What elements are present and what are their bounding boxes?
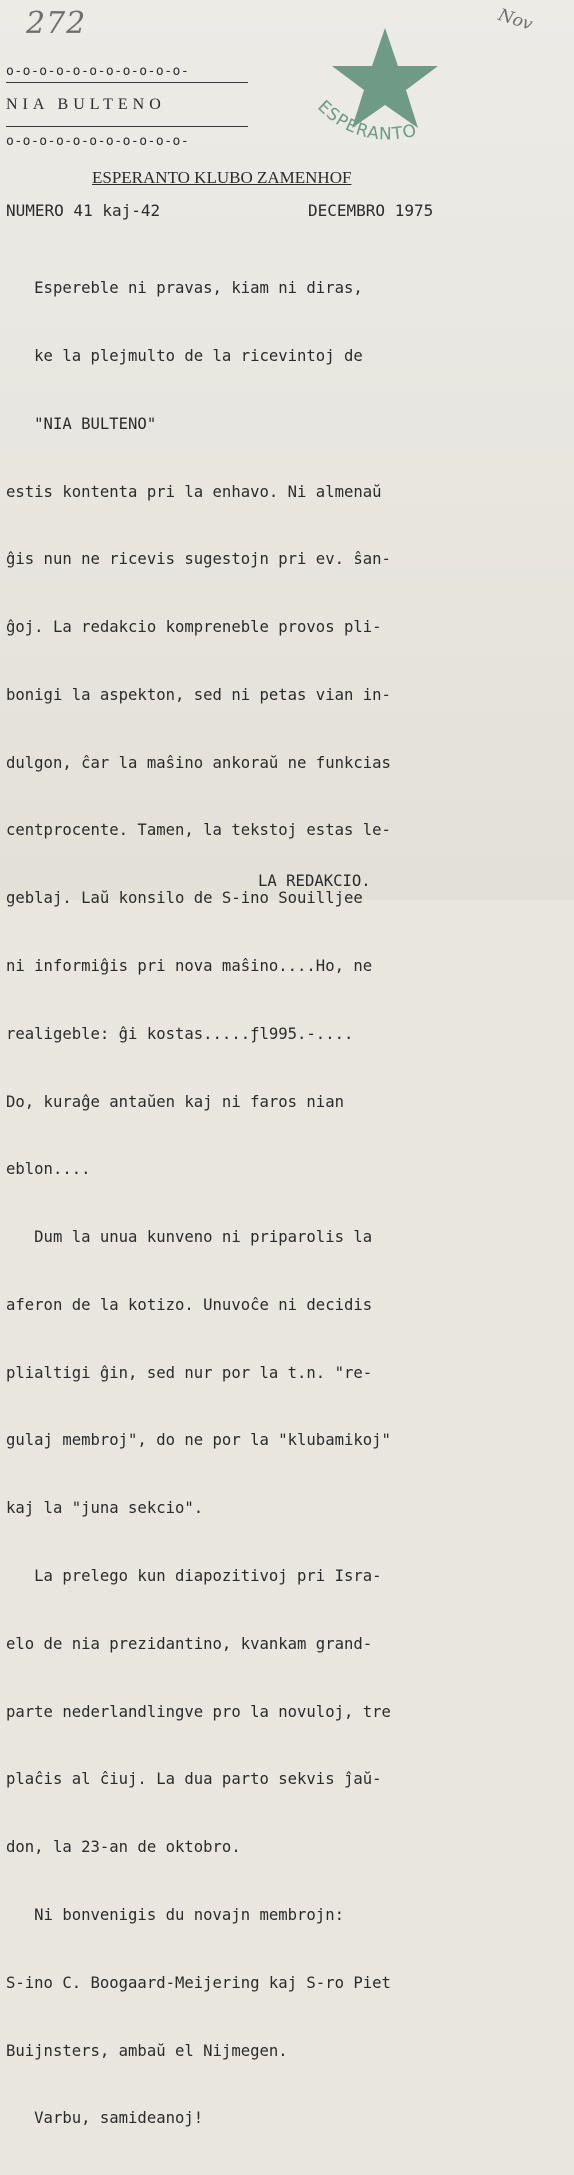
body-line: dulgon, ĉar la maŝino ankoraŭ ne funkcias <box>6 753 391 772</box>
issue-date: DECEMBRO 1975 <box>308 201 434 220</box>
decorative-dash-line-top: o-o-o-o-o-o-o-o-o-o-o- <box>6 64 190 79</box>
logo-text: ESPERANTO <box>313 96 420 145</box>
body-line: geblaj. Laŭ konsilo de S-ino Souilljee <box>6 889 363 908</box>
body-line: Varbu, samideanoj! <box>6 2109 204 2128</box>
body-line: bonigi la aspekton, sed ni petas vian in- <box>6 685 391 704</box>
body-line: realigeble: ĝi kostas.....ƒl995.-.... <box>6 1024 354 1043</box>
body-line: plialtigi ĝin, sed nur por la t.n. "re- <box>6 1363 373 1382</box>
green-star-icon <box>332 28 438 128</box>
body-line: ĝis nun ne ricevis sugestojn pri ev. ŝan- <box>6 550 391 569</box>
body-line: "NIA BULTENO" <box>6 414 157 433</box>
body-line: ĝoj. La redakcio kompreneble provos pli- <box>6 618 382 637</box>
esperanto-star-logo <box>300 20 470 160</box>
body-line: kaj la "juna sekcio". <box>6 1499 204 1518</box>
body-line: ke la plejmulto de la ricevintoj de <box>6 346 363 365</box>
article-body <box>6 232 566 2175</box>
body-line: Dum la unua kunveno ni priparolis la <box>6 1228 373 1247</box>
body-line: La prelego kun diapozitivoj pri Isra- <box>6 1567 382 1586</box>
issue-number: NUMERO 41 kaj-42 <box>6 201 161 220</box>
body-line: centprocente. Tamen, la tekstoj estas le- <box>6 821 391 840</box>
body-line: S-ino C. Boogaard-Meijering kaj S-ro Piet <box>6 1973 391 1992</box>
handwritten-number: 272 <box>26 6 87 41</box>
body-line: ni informiĝis pri nova maŝino....Ho, ne <box>6 957 373 975</box>
body-line: eblon.... <box>6 1160 91 1179</box>
body-line: estis kontenta pri la enhavo. Ni almenaŭ <box>6 482 382 501</box>
body-line: gulaj membroj", do ne por la "klubamikoj" <box>6 1431 391 1450</box>
body-line: Buijnsters, ambaŭ el Nijmegen. <box>6 2041 288 2060</box>
body-line: plaĉis al ĉiuj. La dua parto sekvis ĵaŭ- <box>6 1770 382 1789</box>
body-line: elo de nia prezidantino, kvankam grand- <box>6 1634 373 1653</box>
handwritten-note: Nov <box>495 5 535 35</box>
club-name: ESPERANTO KLUBO ZAMENHOF <box>92 168 352 187</box>
body-line: Do, kuraĝe antaŭen kaj ni faros nian <box>6 1092 344 1111</box>
body-line: don, la 23-an de oktobro. <box>6 1838 241 1857</box>
body-line: parte nederlandlingve pro la novuloj, tre <box>6 1702 391 1721</box>
decorative-dash-line-bottom: o-o-o-o-o-o-o-o-o-o-o- <box>6 134 190 149</box>
signature: LA REDAKCIO. <box>258 872 371 890</box>
newsletter-title: NIA BULTENO <box>6 96 166 113</box>
body-line: aferon de la kotizo. Unuvoĉe ni decidis <box>6 1295 373 1314</box>
rule-top <box>6 82 248 83</box>
rule-bottom <box>6 126 248 127</box>
body-line: Espereble ni pravas, kiam ni diras, <box>6 279 363 298</box>
body-line: Ni bonvenigis du novajn membrojn: <box>6 1905 344 1924</box>
